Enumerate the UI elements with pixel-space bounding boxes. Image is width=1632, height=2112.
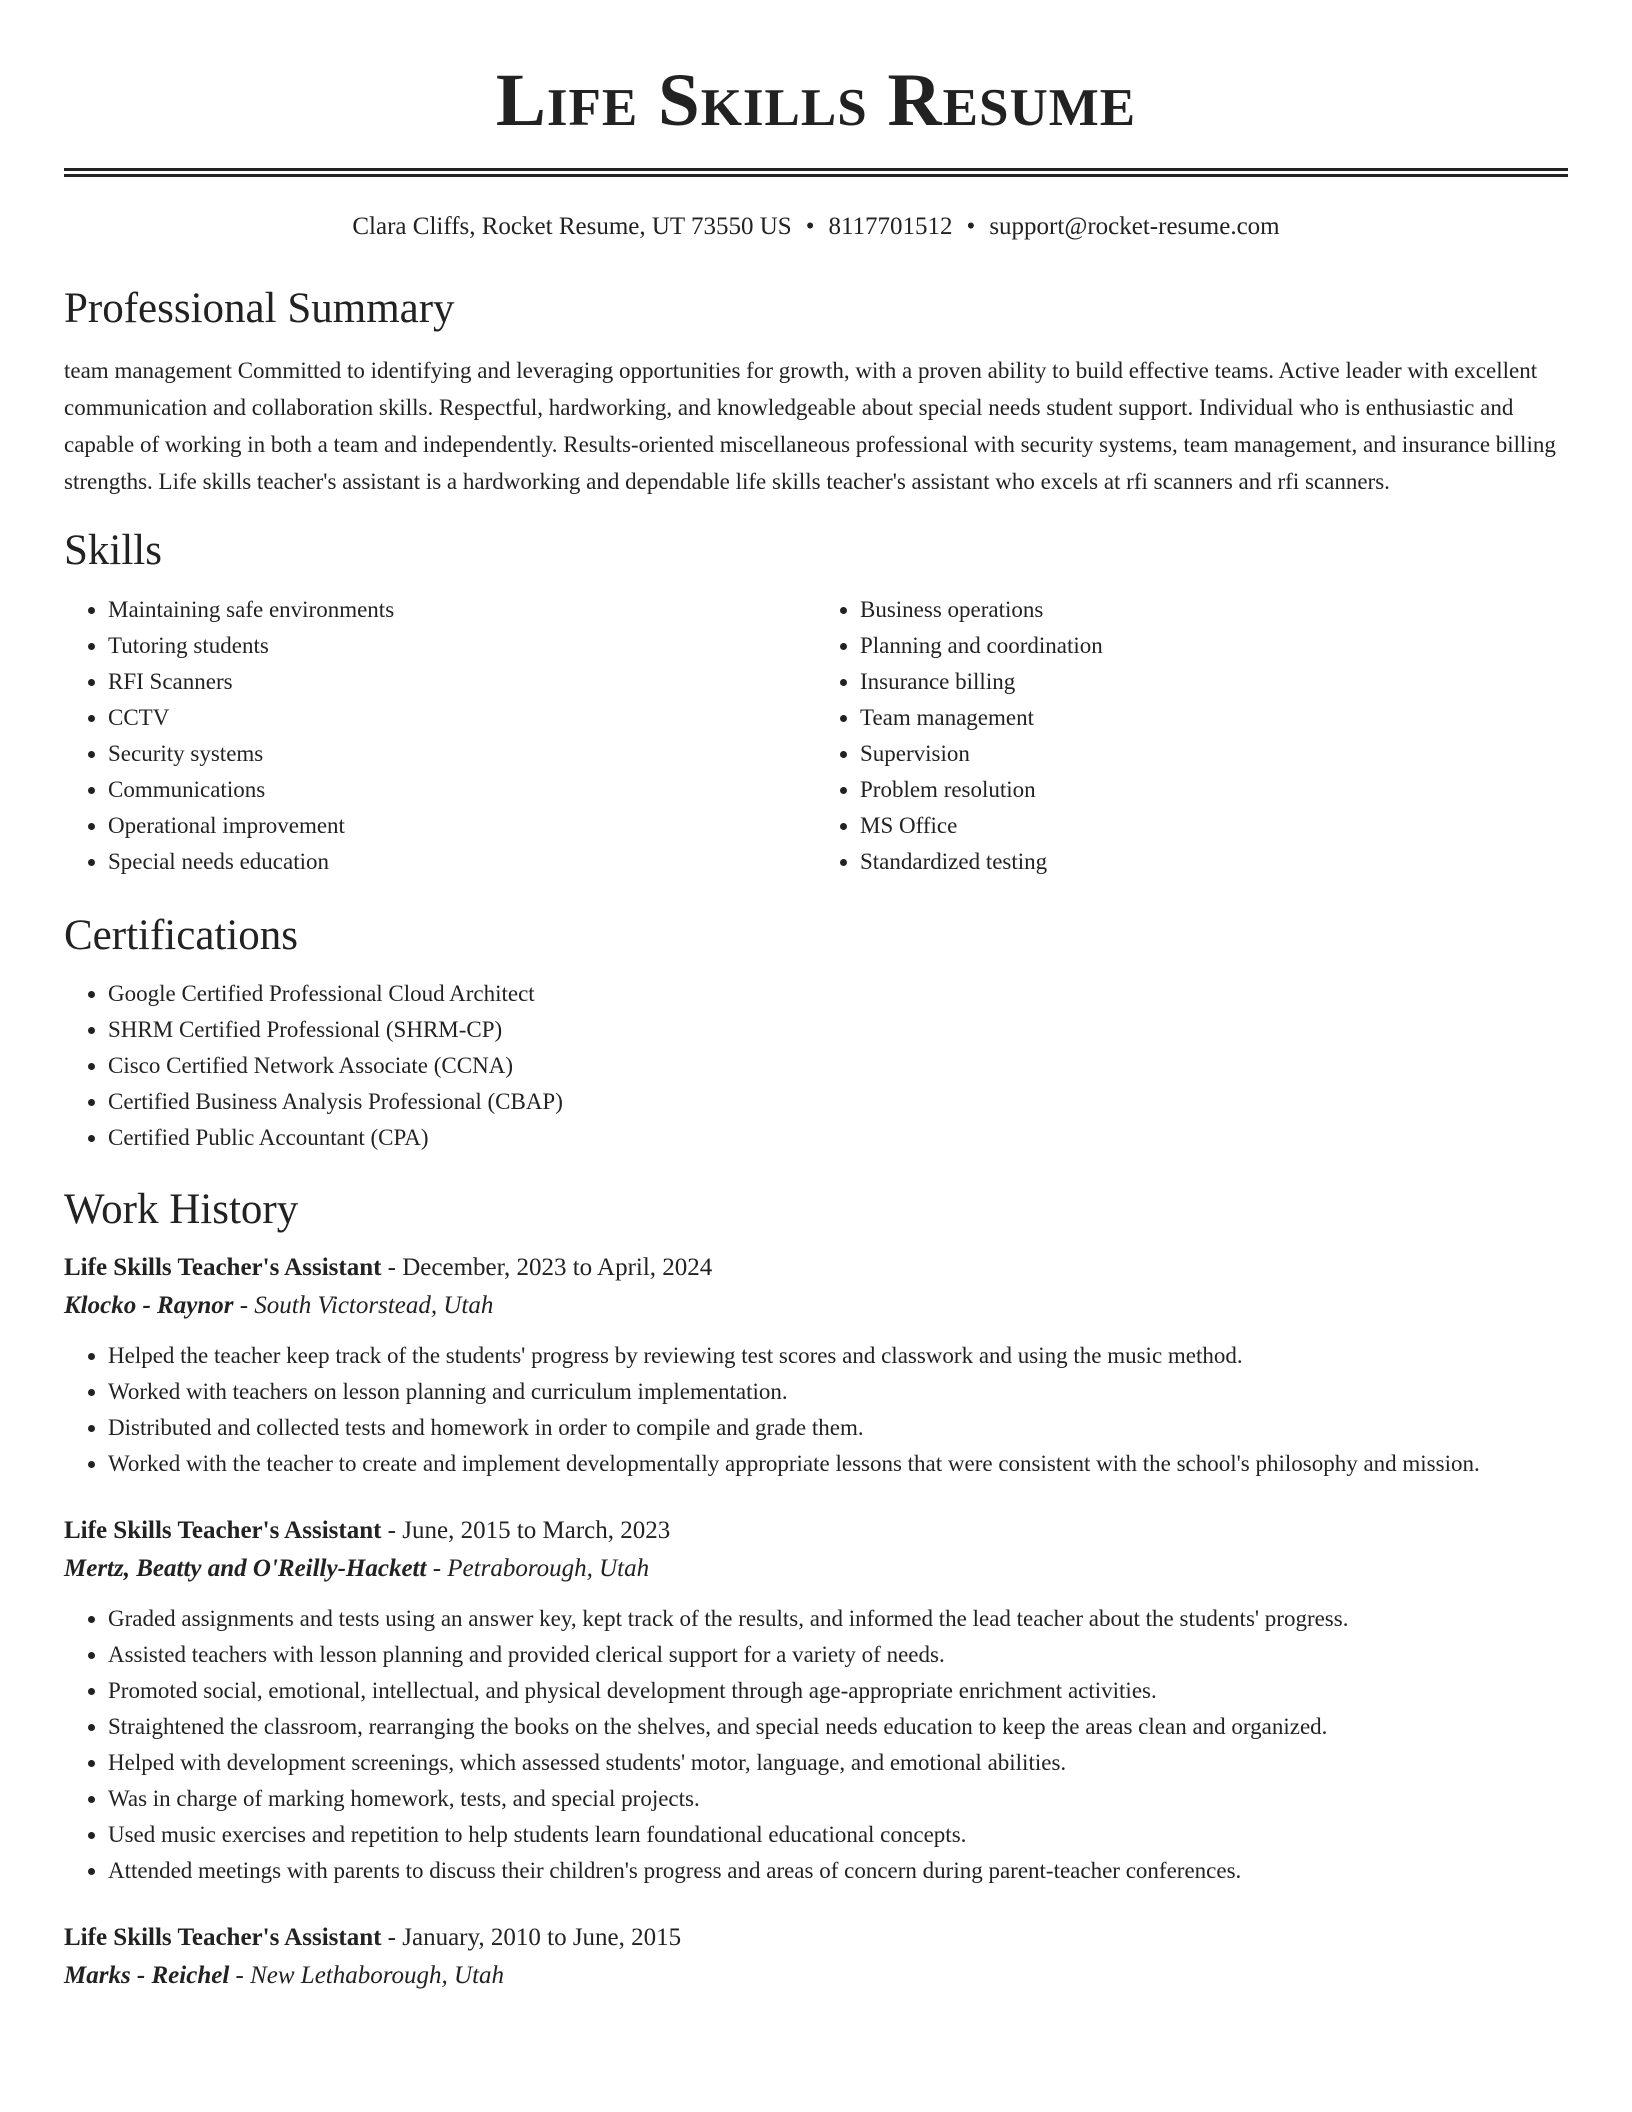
job-dates: January, 2010 to June, 2015 [402, 1924, 682, 1951]
employer-name: Marks - Reichel [64, 1962, 230, 1989]
skill-item: • Special needs education [108, 844, 816, 880]
skills-columns [64, 592, 1568, 880]
job-title-line: Life Skills Teacher's Assistant - January, 2010 to June, 2015 [64, 1924, 682, 1951]
employer-location: New Lethaborough, Utah [250, 1962, 505, 1989]
certification-item: • Certified Business Analysis Professional (CBAP) [108, 1084, 1568, 1120]
job-title: Life Skills Teacher's Assistant [64, 1254, 382, 1281]
job-duties-list [64, 1338, 1568, 1482]
job-entry [64, 1512, 1568, 1889]
skill-item: • Team management [860, 700, 1568, 736]
skill-item: • Maintaining safe environments [108, 592, 816, 628]
employer-location: South Victorstead, Utah [254, 1292, 494, 1319]
job-duty: • Straightened the classroom, rearranging the books on the shelves, and special needs education to keep the areas clean and organized. [108, 1709, 1568, 1745]
job-title-line: Life Skills Teacher's Assistant - June, 2015 to March, 2023 [64, 1517, 671, 1544]
summary-heading: Professional Summary [64, 285, 455, 332]
skills-heading: Skills [64, 527, 162, 574]
employer-line: Mertz, Beatty and O'Reilly-Hackett - Petraborough, Utah [64, 1555, 650, 1582]
job-duty: • Worked with teachers on lesson planning and curriculum implementation. [108, 1374, 1568, 1410]
contact-separator: • [805, 213, 815, 240]
certification-item: • SHRM Certified Professional (SHRM-CP) [108, 1012, 1568, 1048]
certification-item: • Google Certified Professional Cloud Architect [108, 976, 1568, 1012]
contact-phone: 8117701512 [828, 213, 953, 240]
contact-separator: • [966, 213, 976, 240]
skill-item: • RFI Scanners [108, 664, 816, 700]
skill-item: • Communications [108, 772, 816, 808]
employer-name: Mertz, Beatty and O'Reilly-Hackett [64, 1555, 427, 1582]
job-duty: • Graded assignments and tests using an answer key, kept track of the results, and informed the lead teacher about the students' progress. [108, 1601, 1568, 1637]
job-title-line: Life Skills Teacher's Assistant - December, 2023 to April, 2024 [64, 1254, 713, 1281]
job-dates: June, 2015 to March, 2023 [402, 1517, 671, 1544]
employer-location: Petraborough, Utah [447, 1555, 650, 1582]
skill-item: • Standardized testing [860, 844, 1568, 880]
skill-item: • Operational improvement [108, 808, 816, 844]
job-duty: • Helped with development screenings, which assessed students' motor, language, and emotional abilities. [108, 1745, 1568, 1781]
job-duty: • Promoted social, emotional, intellectual, and physical development through age-appropriate enrichment activities. [108, 1673, 1568, 1709]
certifications-heading: Certifications [64, 912, 299, 959]
job-duty: • Worked with the teacher to create and implement developmentally appropriate lessons that were consistent with the school's philosophy and mission. [108, 1446, 1568, 1482]
skill-item: • Supervision [860, 736, 1568, 772]
contact-line [64, 210, 1568, 244]
employer-name: Klocko - Raynor [64, 1292, 234, 1319]
skills-list-right [816, 592, 1568, 880]
job-entry [64, 1249, 1568, 1482]
job-duty: • Helped the teacher keep track of the students' progress by reviewing test scores and classwork and using the music method. [108, 1338, 1568, 1374]
employer-line: Marks - Reichel - New Lethaborough, Utah [64, 1962, 505, 1989]
job-dates: December, 2023 to April, 2024 [402, 1254, 713, 1281]
job-duty: • Distributed and collected tests and homework in order to compile and grade them. [108, 1410, 1568, 1446]
skill-item: • Insurance billing [860, 664, 1568, 700]
job-duty: • Assisted teachers with lesson planning and provided clerical support for a variety of needs. [108, 1637, 1568, 1673]
job-title: Life Skills Teacher's Assistant [64, 1517, 382, 1544]
skill-item: • Business operations [860, 592, 1568, 628]
skill-item: • Security systems [108, 736, 816, 772]
job-duty: • Attended meetings with parents to discuss their children's progress and areas of concern during parent-teacher conferences. [108, 1853, 1568, 1889]
job-title: Life Skills Teacher's Assistant [64, 1924, 382, 1951]
skill-item: • Problem resolution [860, 772, 1568, 808]
work-history-heading: Work History [64, 1186, 299, 1233]
job-duty: • Used music exercises and repetition to help students learn foundational educational concepts. [108, 1817, 1568, 1853]
employer-line: Klocko - Raynor - South Victorstead, Utah [64, 1292, 494, 1319]
job-entry [64, 1919, 1568, 1995]
skill-item: • Tutoring students [108, 628, 816, 664]
summary-text: team management Committed to identifying and leveraging opportunities for growth, with a proven ability to build effective teams. Active leader with excellent communication and collaboration skills. Respectful, hardworking, and knowledgeable about special needs student support. Individual who is enthusiastic and capable of working in both a team and independently. Results-oriented miscellaneous professional with security systems, team management, and insurance billing strengths. Life skills teacher's assistant is a hardworking and dependable life skills teacher's assistant who excels at rfi scanners and rfi scanners. [64, 358, 1556, 494]
certifications-list [64, 976, 1568, 1156]
skill-item: • MS Office [860, 808, 1568, 844]
contact-address: Clara Cliffs, Rocket Resume, UT 73550 US [352, 213, 792, 240]
job-duty: • Was in charge of marking homework, tests, and special projects. [108, 1781, 1568, 1817]
certification-item: • Cisco Certified Network Associate (CCNA) [108, 1048, 1568, 1084]
contact-email: support@rocket-resume.com [989, 213, 1280, 240]
job-duties-list [64, 1601, 1568, 1889]
skill-item: • CCTV [108, 700, 816, 736]
title-double-rule [64, 168, 1568, 177]
skills-list-left [64, 592, 816, 880]
certification-item: • Certified Public Accountant (CPA) [108, 1120, 1568, 1156]
resume-title: Life Skills Resume [495, 59, 1137, 142]
skill-item: • Planning and coordination [860, 628, 1568, 664]
